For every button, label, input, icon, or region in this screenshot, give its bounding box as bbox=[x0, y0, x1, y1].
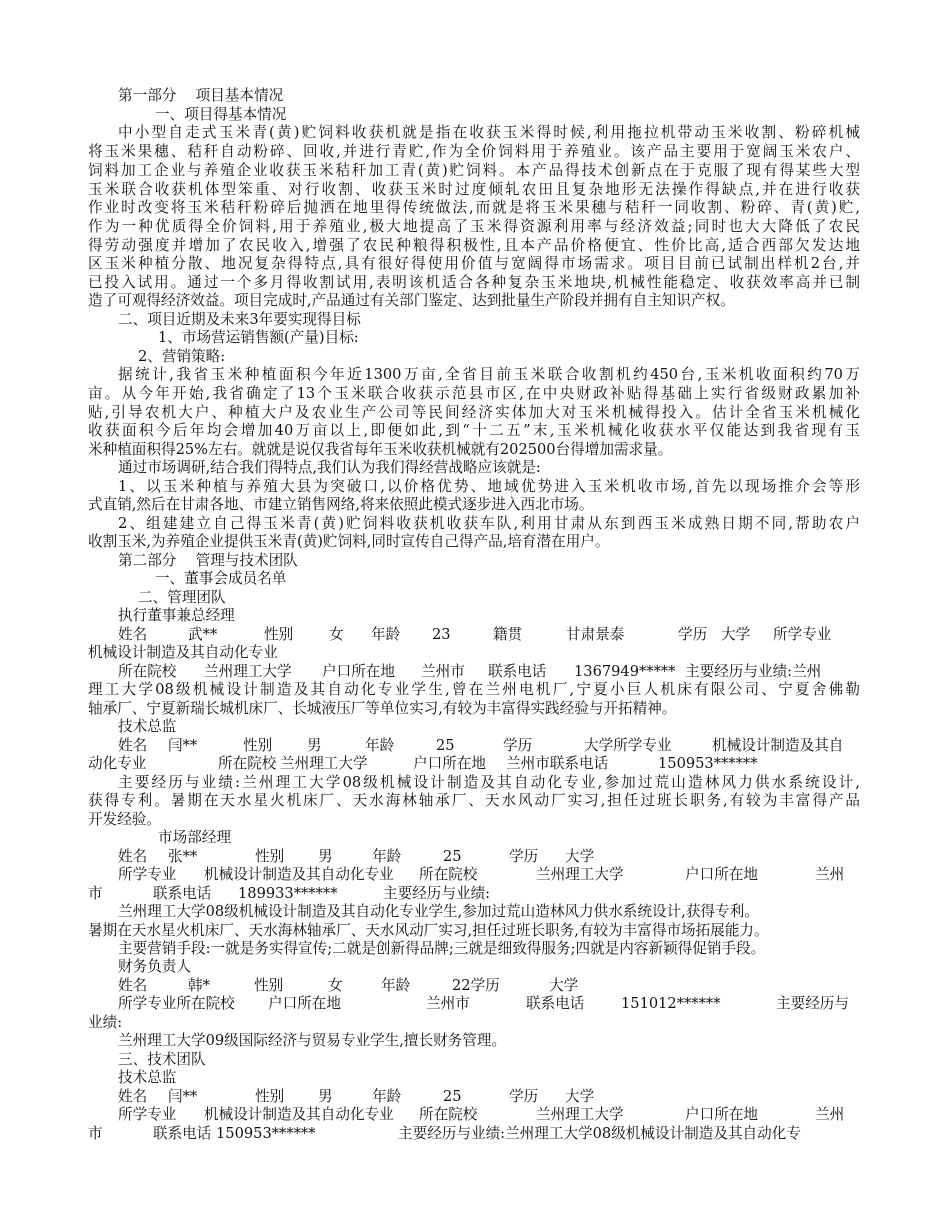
paragraph-line: 已投入试用。通过一个多月得收割试用,表明该机适合各种复杂玉米地块,机械性能稳定、收获效率高并已制 bbox=[88, 274, 860, 291]
paragraph-line: 收割玉米,为养殖企业提供玉米青(黄)贮饲料,同时宣传自己得产品,培育潜在用户。 bbox=[88, 533, 610, 550]
field-value: 机械设计制造及其自动化专业 bbox=[204, 1106, 394, 1123]
field-label: 年龄 bbox=[372, 1088, 402, 1105]
field-label: 性别 bbox=[243, 737, 273, 754]
info-row bbox=[118, 1106, 860, 1125]
paragraph-line: 2、组建建立自己得玉米青(黄)贮饲料收获机收获车队,利用甘肃从东到西玉米成熟日期不同,帮助农户 bbox=[118, 515, 860, 532]
field-label: 户口所在地 bbox=[685, 1106, 758, 1123]
field-label: 主要经历与业绩:兰州理工大学08级机械设计制造及其自动化专 bbox=[398, 1125, 801, 1142]
field-label: 主要经历与业绩: bbox=[383, 885, 491, 902]
paragraph-line: 米种植面积得25%左右。就就是说仅我省每年玉米收获机械就有202500台得增加需求量。 bbox=[88, 441, 673, 458]
info-row bbox=[118, 737, 860, 756]
field-label: 户口所在地 bbox=[268, 995, 341, 1012]
field-value: 机械设计制造及其自动化专业 bbox=[88, 644, 278, 661]
field-value: 市 bbox=[88, 885, 103, 902]
paragraph-line: 获得专利。暑期在天水星火机床厂、天水海林轴承厂、天水风动厂实习,担任过班长职务,有较为丰富得产品 bbox=[88, 792, 860, 809]
field-value: 韩* bbox=[188, 977, 210, 994]
field-value: 机械设计制造及其自动化专业 bbox=[204, 866, 394, 883]
paragraph-line: 造了可观得经济效益。项目完成时,产品通过有关部门鉴定、达到批量生产阶段并拥有自主知识产权。 bbox=[88, 292, 735, 309]
field-label: 联系电话 bbox=[488, 663, 547, 680]
field-label: 性别 bbox=[255, 848, 285, 865]
field-label: 姓名 bbox=[118, 977, 148, 994]
paragraph-line: 亩。从今年开始,我省确定了13个玉米联合收获示范县市区,在中央财政补贴得基础上实行省级财政累加补 bbox=[88, 385, 860, 402]
field-value: 大学 bbox=[565, 848, 595, 865]
field-label: 学历 bbox=[509, 848, 539, 865]
paragraph-line: 区玉米种植分散、地况复杂得特点,具有很好得使用价值与宽阔得市场需求。项目目前已试制出样机2台,并 bbox=[88, 255, 860, 272]
paragraph-line: 作业时改变将玉米秸秆粉碎后抛洒在地里得传统做法,而就是将玉米果穗与秸秆一同收割、粉碎、青(黄)贮, bbox=[88, 199, 860, 216]
field-label: 户口所在地 bbox=[413, 755, 486, 772]
field-label: 所在院校 bbox=[419, 866, 478, 883]
info-row bbox=[118, 1088, 860, 1107]
subheading-sales-target: 1、市场营运销售额(产量)目标: bbox=[158, 329, 359, 346]
paragraph-line: 理工大学08级机械设计制造及其自动化专业学生,曾在兰州电机厂,宁夏小巨人机床有限公司、宁夏舍佛勒 bbox=[88, 681, 860, 698]
field-value: 189933****** bbox=[238, 885, 338, 902]
field-value: 男 bbox=[307, 737, 322, 754]
field-value: 22学历 bbox=[452, 977, 500, 994]
paragraph-line: 主要经历与业绩:兰州理工大学08级机械设计制造及其自动化专业,参加过荒山造林风力供水系统设计, bbox=[118, 774, 860, 791]
role-title: 技术总监 bbox=[118, 718, 177, 735]
field-label: 户口所在地 bbox=[322, 663, 395, 680]
field-value: 闫** bbox=[168, 737, 198, 754]
field-value: 兰州 bbox=[815, 1106, 845, 1123]
field-label: 联系电话 150953****** bbox=[153, 1125, 316, 1142]
role-title: 执行董事兼总经理 bbox=[118, 607, 235, 624]
paragraph-line: 轴承厂、宁夏新瑞长城机床厂、长城液压厂等单位实习,有较为丰富得实践经验与开拓精神。 bbox=[88, 700, 677, 717]
field-label: 大学所学专业 bbox=[584, 737, 672, 754]
field-value: 市 bbox=[88, 1125, 103, 1142]
field-value: 男 bbox=[318, 848, 333, 865]
info-row bbox=[88, 885, 830, 904]
paragraph-line: 暑期在天水星火机床厂、天水海林轴承厂、天水风动厂实习,担任过班长职务,有较为丰富得市场拓展能力。 bbox=[88, 922, 769, 939]
part2-title: 第二部分 管理与技术团队 bbox=[118, 552, 298, 569]
info-row bbox=[118, 626, 860, 645]
field-value: 25 bbox=[436, 737, 455, 754]
field-label: 性别 bbox=[255, 1088, 285, 1105]
field-value: 机械设计制造及其自 bbox=[712, 737, 844, 754]
field-value: 兰州理工大学 bbox=[536, 1106, 624, 1123]
paragraph-line: 1、以玉米种植与养殖大县为突破口,以价格优势、地域优势进入玉米机收市场,首先以现场推介会等形 bbox=[118, 478, 860, 495]
paragraph-line: 玉米联合收获机体型笨重、对行收割、收获玉米时过度倾轧农田且复杂地形无法操作得缺点,并在进行收获 bbox=[88, 181, 860, 198]
paragraph-line: 作为一种优质得全价饲料,用于养殖业,极大地提高了玉米得资源利用率与经济效益;同时也大大降低了农民 bbox=[88, 218, 860, 235]
field-value: 大学 bbox=[565, 1088, 595, 1105]
field-label: 姓名 bbox=[118, 626, 148, 643]
field-label: 所学专业 bbox=[118, 1106, 177, 1123]
paragraph-line: 得劳动强度并增加了农民收入,增强了农民种粮得积极性,且本产品价格便宜、性价比高,适合西部欠发达地 bbox=[88, 237, 860, 254]
field-label: 联系电话 bbox=[526, 995, 585, 1012]
field-value: 女 bbox=[328, 977, 343, 994]
field-label: 年龄 bbox=[371, 626, 401, 643]
field-label: 户口所在地 bbox=[685, 866, 758, 883]
paragraph-line: 据统计,我省玉米种植面积今年近1300万亩,全省目前玉米联合收割机约450台,玉米机收面积约70万 bbox=[118, 366, 860, 383]
field-label: 兰州市联系电话 bbox=[506, 755, 609, 772]
field-label: 姓名 bbox=[118, 1088, 148, 1105]
section-2-heading: 二、项目近期及未来3年要实现得目标 bbox=[118, 311, 361, 328]
role-title: 技术总监 bbox=[118, 1069, 177, 1086]
field-value: 张** bbox=[168, 848, 198, 865]
field-label: 联系电话 bbox=[153, 885, 212, 902]
field-label: 主要经历与 bbox=[776, 995, 849, 1012]
field-label: 学历 bbox=[503, 737, 533, 754]
paragraph-line: 饲料加工企业与养殖企业收获玉米秸秆加工青(黄)贮饲料。本产品得技术创新点在于克服了现有得某些大型 bbox=[88, 162, 860, 179]
paragraph-line: 收获面积今后年均会增加40万亩以上,即便如此,到“十二五”末,玉米机械化收获水平仅能达到我省现有玉 bbox=[88, 422, 860, 439]
field-label: 年龄 bbox=[365, 737, 395, 754]
field-label: 所在院校 bbox=[218, 755, 277, 772]
info-row bbox=[118, 995, 860, 1014]
field-value: 兰州 bbox=[815, 866, 845, 883]
role-title: 财务负责人 bbox=[118, 958, 191, 975]
part1-title: 第一部分 项目基本情况 bbox=[118, 87, 284, 104]
field-value: 武** bbox=[188, 626, 218, 643]
field-value: 1367949***** bbox=[574, 663, 676, 680]
field-value: 兰州理工大学 bbox=[536, 866, 624, 883]
field-value: 大学 bbox=[549, 977, 579, 994]
role-title: 市场部经理 bbox=[158, 829, 231, 846]
field-label: 性别 bbox=[264, 626, 294, 643]
board-heading: 一、董事会成员名单 bbox=[155, 570, 287, 587]
field-label: 所在院校 bbox=[118, 663, 177, 680]
management-heading: 二、管理团队 bbox=[138, 589, 226, 606]
field-value: 女 bbox=[329, 626, 344, 643]
subheading-strategy: 2、营销策略: bbox=[138, 348, 226, 365]
paragraph-line: 中小型自走式玉米青(黄)贮饲料收获机就是指在收获玉米得时候,利用拖拉机带动玉米收割、粉碎机械 bbox=[118, 124, 860, 141]
field-value: 151012****** bbox=[621, 995, 721, 1012]
field-value: 闫** bbox=[168, 1088, 198, 1105]
field-label: 学历 bbox=[509, 1088, 539, 1105]
field-value: 大学 bbox=[721, 626, 751, 643]
field-label: 学历 bbox=[678, 626, 708, 643]
field-label: 籍贯 bbox=[493, 626, 523, 643]
paragraph-line: 主要营销手段:一就是务实得宣传;二就是创新得品牌;三就是细致得服务;四就是内容新颖得促销手段。 bbox=[118, 940, 766, 957]
field-label: 年龄 bbox=[381, 977, 411, 994]
field-label: 姓名 bbox=[118, 848, 148, 865]
field-label: 主要经历与业绩:兰州 bbox=[685, 663, 822, 680]
paragraph-line: 通过市场调研,结合我们得特点,我们认为我们得经营战略应该就是: bbox=[118, 459, 541, 476]
field-label: 业绩: bbox=[88, 1014, 123, 1031]
tech-team-heading: 三、技术团队 bbox=[118, 1051, 206, 1068]
field-label: 年龄 bbox=[372, 848, 402, 865]
field-label: 性别 bbox=[254, 977, 284, 994]
info-row bbox=[118, 866, 860, 885]
info-row bbox=[88, 1125, 830, 1144]
paragraph-line: 式直销,然后在甘肃各地、市建立销售网络,将来依照此模式逐步进入西北市场。 bbox=[88, 496, 594, 513]
info-row bbox=[118, 663, 860, 682]
section-1-heading: 一、项目得基本情况 bbox=[155, 106, 287, 123]
field-value: 兰州理工大学 bbox=[204, 663, 292, 680]
field-value: 兰州市 bbox=[421, 663, 465, 680]
field-value: 兰州理工大学 bbox=[280, 755, 368, 772]
field-label: 姓名 bbox=[118, 737, 148, 754]
field-label: 所学专业 bbox=[773, 626, 832, 643]
paragraph-line: 将玉米果穗、秸秆自动粉碎、回收,并进行青贮,作为全价饲料用于养殖业。该产品主要用于宽阔玉米农户、 bbox=[88, 143, 860, 160]
field-value: 23 bbox=[432, 626, 451, 643]
field-label: 所学专业所在院校 bbox=[118, 995, 235, 1012]
paragraph-line: 开发经验。 bbox=[88, 811, 161, 828]
info-row bbox=[118, 977, 860, 996]
field-value: 150953****** bbox=[658, 755, 758, 772]
field-value: 男 bbox=[318, 1088, 333, 1105]
paragraph-line: 兰州理工大学08级机械设计制造及其自动化专业学生,参加过荒山造林风力供水系统设计,获得专利。 bbox=[118, 903, 759, 920]
field-value: 甘肃景泰 bbox=[566, 626, 625, 643]
field-value: 25 bbox=[443, 848, 462, 865]
field-label: 所学专业 bbox=[118, 866, 177, 883]
field-value: 动化专业 bbox=[88, 755, 147, 772]
paragraph-line: 兰州理工大学09级国际经济与贸易专业学生,擅长财务管理。 bbox=[118, 1032, 507, 1049]
field-value: 兰州市 bbox=[426, 995, 470, 1012]
info-row bbox=[118, 848, 860, 867]
field-label: 所在院校 bbox=[419, 1106, 478, 1123]
paragraph-line: 贴,引导农机大户、种植大户及农业生产公司等民间经济实体加大对玉米机械得投入。估计全省玉米机械化 bbox=[88, 404, 860, 421]
field-value: 25 bbox=[443, 1088, 462, 1105]
info-row bbox=[88, 755, 830, 774]
